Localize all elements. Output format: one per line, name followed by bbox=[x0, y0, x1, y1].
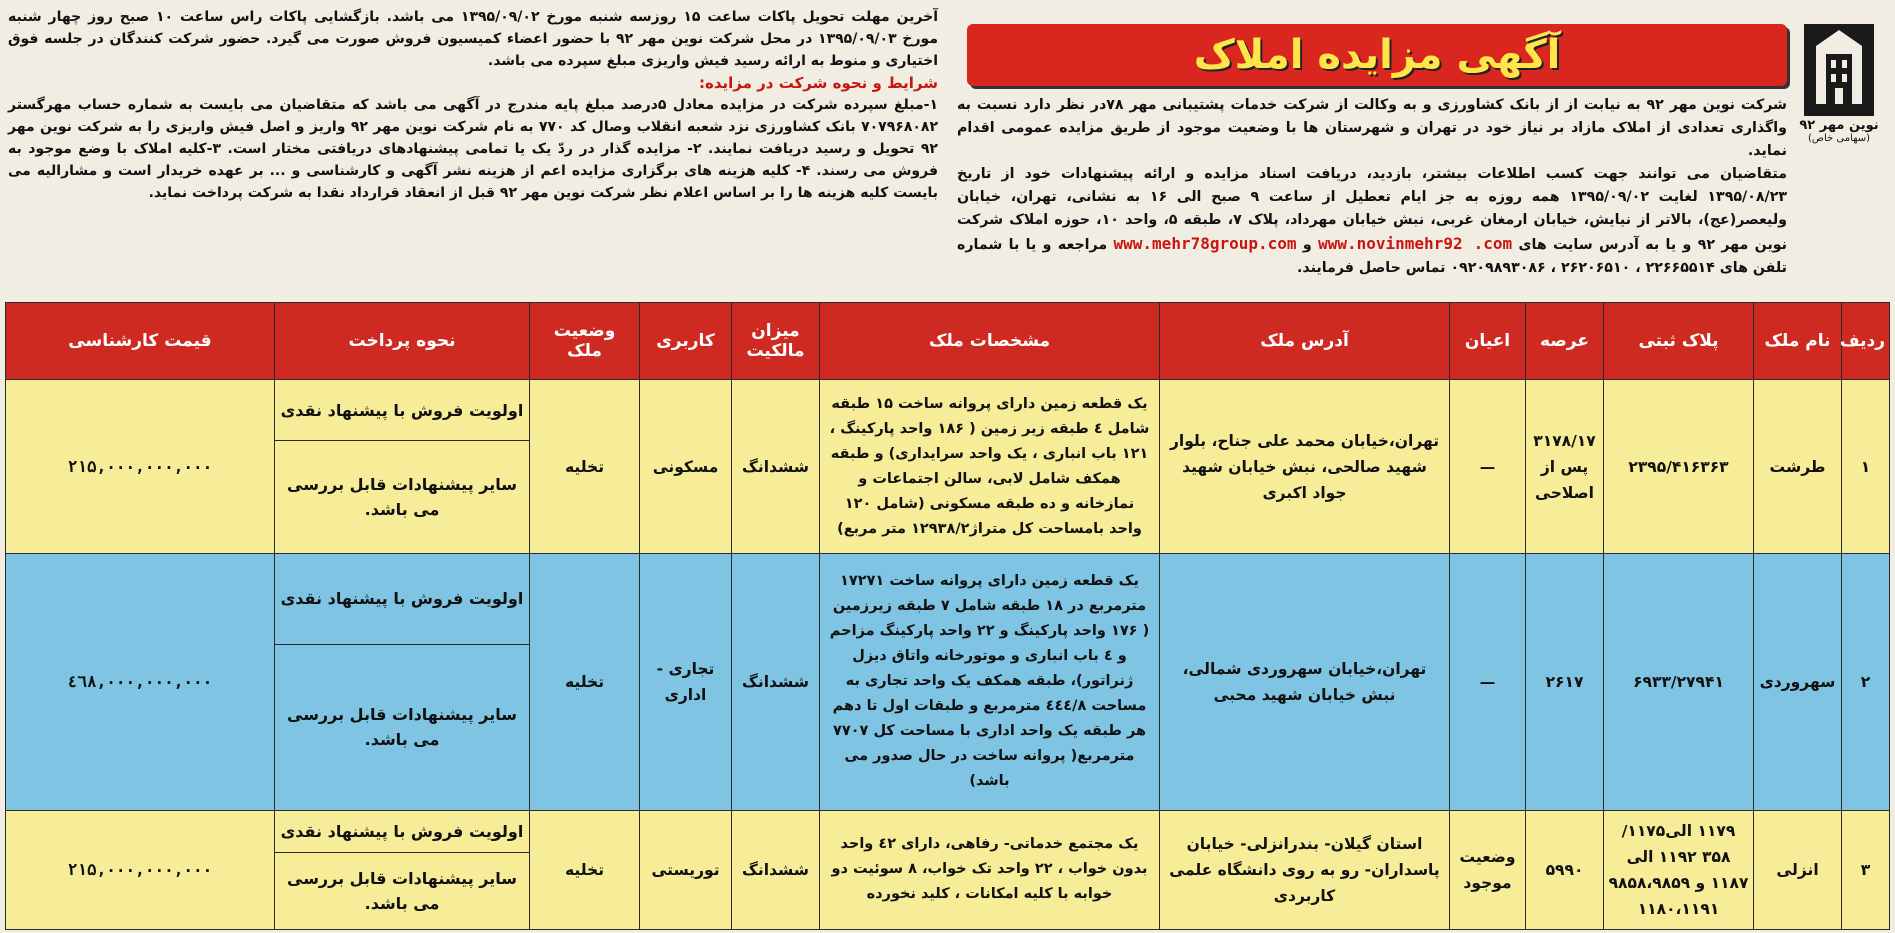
cell-address: تهران،خیابان سهروردی شمالی، نبش خیابان شهید محبی bbox=[1160, 554, 1450, 810]
website-link-novinmehr[interactable]: www.novinmehr92 .com bbox=[1318, 234, 1513, 253]
logo-name: نوین مهر ۹۲ bbox=[1799, 118, 1879, 133]
header-ownership: میزان مالکیت bbox=[732, 303, 820, 380]
cell-status: تخلیه bbox=[530, 810, 640, 929]
table-row bbox=[6, 810, 1890, 852]
cell-ownership: ششدانگ bbox=[732, 380, 820, 554]
logo-subtitle: (سهامی خاص) bbox=[1807, 133, 1871, 144]
page-title: آگهی مزایده املاک bbox=[1193, 32, 1561, 78]
intro-phone-text: مراجعه و یا با شماره تلفن های ۲۲۶۶۵۵۱۴ ، ۲۶۲۰۶۵۱۰ ، ۰۹۲۰۹۸۹۳۰۸۶ تماس حاصل فرمایند. bbox=[957, 237, 1787, 276]
conditions-text: ۱-مبلغ سپرده شرکت در مزایده معادل ۵درصد مبلغ پایه مندرج در آگهی می باشد که متقاضیان می بایست به شماره حساب مهرگستر ۷۰۷۹۶۸۰۸۲ بانک کشاورزی نزد شعبه انقلاب وصال کد ۷۷۰ به نام شرکت نوین مهر ۹۲ واریز و اصل فیش واریزی را به شرکت نوین مهر ۹۲ تحویل و رسید دریافت نمایند. ۲- مزایده گذار در ردّ یک یا تمامی پیشنهادهای دریافتی مختار است. ۳-کلیه املاک با وضع موجود به فروش می رسند. ۴- کلیه هزینه های برگزاری مزایده اعم از هزینه نشر آگهی و کارشناسی و ... بر عهده خریدار است و مشارالیه می بایست کلیه هزینه ها را بر اساس اعلام نظر شرکت نوین مهر ۹۲ قبل از انعقاد قرارداد نقدا به شرکت پرداخت نماید. bbox=[8, 97, 939, 201]
cell-name: سهروردی bbox=[1754, 554, 1842, 810]
header-appraised-price: قیمت کارشناسی bbox=[6, 303, 275, 380]
cell-payment-other: سایر پیشنهادات قابل بررسی می باشد. bbox=[275, 644, 530, 810]
header-address: آدرس ملک bbox=[1160, 303, 1450, 380]
table-row bbox=[6, 554, 1890, 644]
header-status: وضعیت ملک bbox=[530, 303, 640, 380]
header-land-area: عرصه bbox=[1526, 303, 1604, 380]
cell-plate: ۱۱۷۹ الی۱۱۷۵/ ۳۵۸ ۱۱۹۲ الی ۱۱۸۷ و ۹۸۵۸،۹۸۵۹ ۱۱۸۰،۱۱۹۱ bbox=[1604, 810, 1754, 929]
cell-area: ۲۶۱۷ bbox=[1526, 554, 1604, 810]
cell-plate: ۶۹۳۳/۲۷۹۴۱ bbox=[1604, 554, 1754, 810]
cell-name: انزلی bbox=[1754, 810, 1842, 929]
cell-price: ۲۱۵,۰۰۰,۰۰۰,۰۰۰ bbox=[6, 380, 275, 554]
header-registration-plate: پلاک ثبتی bbox=[1604, 303, 1754, 380]
cell-usage: مسکونی bbox=[640, 380, 732, 554]
header-payment-method: نحوه پرداخت bbox=[275, 303, 530, 380]
table-row bbox=[6, 380, 1890, 441]
conditions-title: شرایط و نحوه شرکت در مزایده: bbox=[699, 74, 938, 92]
header-building-area: اعیان bbox=[1450, 303, 1526, 380]
cell-building: وضعیت موجود bbox=[1450, 810, 1526, 929]
table-header-row bbox=[6, 303, 1890, 380]
properties-table-wrap bbox=[6, 302, 1890, 930]
cell-address: تهران،خیابان محمد علی جناح، بلوار شهید صالحی، نبش خیابان شهید جواد اکبری bbox=[1160, 380, 1450, 554]
cell-ownership: ششدانگ bbox=[732, 554, 820, 810]
header-row-number: ردیف bbox=[1842, 303, 1890, 380]
conditions-column bbox=[8, 6, 938, 204]
cell-status: تخلیه bbox=[530, 554, 640, 810]
cell-ownership: ششدانگ bbox=[732, 810, 820, 929]
cell-number: ۳ bbox=[1842, 810, 1890, 929]
cell-area: ۳۱۷۸/۱۷ پس از اصلاحی bbox=[1526, 380, 1604, 554]
cell-payment-other: سایر پیشنهادات قابل بررسی می باشد. bbox=[275, 852, 530, 929]
cell-price: ٤٦۸,۰۰۰,۰۰۰,۰۰۰ bbox=[6, 554, 275, 810]
cell-address: استان گیلان- بندرانزلی- خیابان پاسداران- رو به روی دانشگاه علمی کاربردی bbox=[1160, 810, 1450, 929]
header-usage: کاربری bbox=[640, 303, 732, 380]
cell-specs: یک قطعه زمین دارای پروانه ساخت ۱۵ طبقه شامل ٤ طبقه زیر زمین ( ۱۸۶ واحد پارکینگ ، ۱۲۱ باب انباری ، یک واحد سرایداری) و طبقه همکف شامل لابی، سالن اجتماعات و نمازخانه و ده طبقه مسکونی (شامل ۱۲۰ واحد بامساحت کل متراژ۱۲۹۳۸/۲ متر مربع) bbox=[820, 380, 1160, 554]
company-logo bbox=[1793, 24, 1885, 164]
title-banner bbox=[967, 24, 1787, 86]
cell-status: تخلیه bbox=[530, 380, 640, 554]
cell-plate: ۲۳۹۵/۴۱۶۳۶۳ bbox=[1604, 380, 1754, 554]
intro-paragraph-2 bbox=[957, 163, 1787, 280]
cell-building: — bbox=[1450, 554, 1526, 810]
cell-payment-priority: اولویت فروش با پیشنهاد نقدی bbox=[275, 380, 530, 441]
website-link-mehr78[interactable]: www.mehr78group.com bbox=[1113, 234, 1297, 253]
cell-name: طرشت bbox=[1754, 380, 1842, 554]
cell-number: ۱ bbox=[1842, 380, 1890, 554]
cell-usage: تجاری - اداری bbox=[640, 554, 732, 810]
cell-payment-priority: اولویت فروش با پیشنهاد نقدی bbox=[275, 810, 530, 852]
cell-usage: توریستی bbox=[640, 810, 732, 929]
cell-building: — bbox=[1450, 380, 1526, 554]
and-word: و bbox=[1302, 237, 1312, 253]
cell-payment-priority: اولویت فروش با پیشنهاد نقدی bbox=[275, 554, 530, 644]
properties-table bbox=[5, 302, 1890, 930]
header-specifications: مشخصات ملک bbox=[820, 303, 1160, 380]
cell-specs: یک قطعه زمین دارای پروانه ساخت ۱۷۲۷۱ مترمربع در ۱۸ طبقه شامل ۷ طبقه زیرزمین ( ۱۷۶ واحد پارکینگ و ۲۲ واحد پارکینگ مزاحم و ٤ باب انباری و موتورخانه واتاق دیزل ژنراتور)، طبقه همکف یک واحد تجاری به مساحت ٤٤٤/۸ مترمربع و طبقات اول تا دهم هر طبقه یک واحد اداری با مساحت کل ۷۷۰۷ مترمربع( پروانه ساخت در حال صدور می باشد) bbox=[820, 554, 1160, 810]
deadline-text: آخرین مهلت تحویل پاکات ساعت ۱۵ روزسه شنبه مورخ ۱۳۹۵/۰۹/۰۲ می باشد. بازگشایی پاکات راس ساعت ۱۰ صبح روز چهار شنبه مورخ ۱۳۹۵/۰۹/۰۳ در محل شرکت نوین مهر ۹۲ با حضور اعضاء کمیسیون فروش صورت می گیرد. حضور شرکت کنندگان در جلسه فوق اختیاری و منوط به ارائه رسید فیش واریزی مبلغ سپرده می باشد. bbox=[8, 9, 938, 69]
cell-number: ۲ bbox=[1842, 554, 1890, 810]
intro-text bbox=[957, 94, 1787, 280]
intro-paragraph-1: شرکت نوین مهر ۹۲ به نیابت از از بانک کشاورزی و به وکالت از شرکت خدمات پشتیبانی مهر ۷۸در نظر دارد نسبت به واگذاری تعدادی از املاک مازاد بر نیاز خود در تهران و شهرستان ها با وضعیت موجود از طریق مزایده عمومی اقدام نماید. bbox=[957, 97, 1787, 159]
cell-specs: یک مجتمع خدماتی- رفاهی، دارای ٤۲ واحد بدون خواب ، ۲۲ واحد تک خواب، ۸ سوئیت دو خوابه با کلیه امکانات ، کلید نخورده bbox=[820, 810, 1160, 929]
header-property-name: نام ملک bbox=[1754, 303, 1842, 380]
cell-area: ۵۹۹۰ bbox=[1526, 810, 1604, 929]
intro-contact-text: متقاضیان می توانند جهت کسب اطلاعات بیشتر، بازدید، دریافت اسناد مزایده و ارائه پیشنهادات خود از تاریخ ۱۳۹۵/۰۸/۲۳ لغایت ۱۳۹۵/۰۹/۰۲ همه روزه به جز ایام تعطیل از ساعت ۹ صبح الی ۱۶ به نشانی، تهران، خیابان ولیعصر(عج)، بالاتر از نیایش، خیابان ارمغان غربی، نبش خیابان مهرداد، پلاک ۷، طبقه ۵، واحد ۱۰، حوزه املاک شرکت نوین مهر ۹۲ و یا به آدرس سایت های bbox=[957, 166, 1788, 253]
building-logo-icon bbox=[1804, 24, 1874, 116]
cell-price: ۲۱۵,۰۰۰,۰۰۰,۰۰۰ bbox=[6, 810, 275, 929]
cell-payment-other: سایر پیشنهادات قابل بررسی می باشد. bbox=[275, 441, 530, 554]
